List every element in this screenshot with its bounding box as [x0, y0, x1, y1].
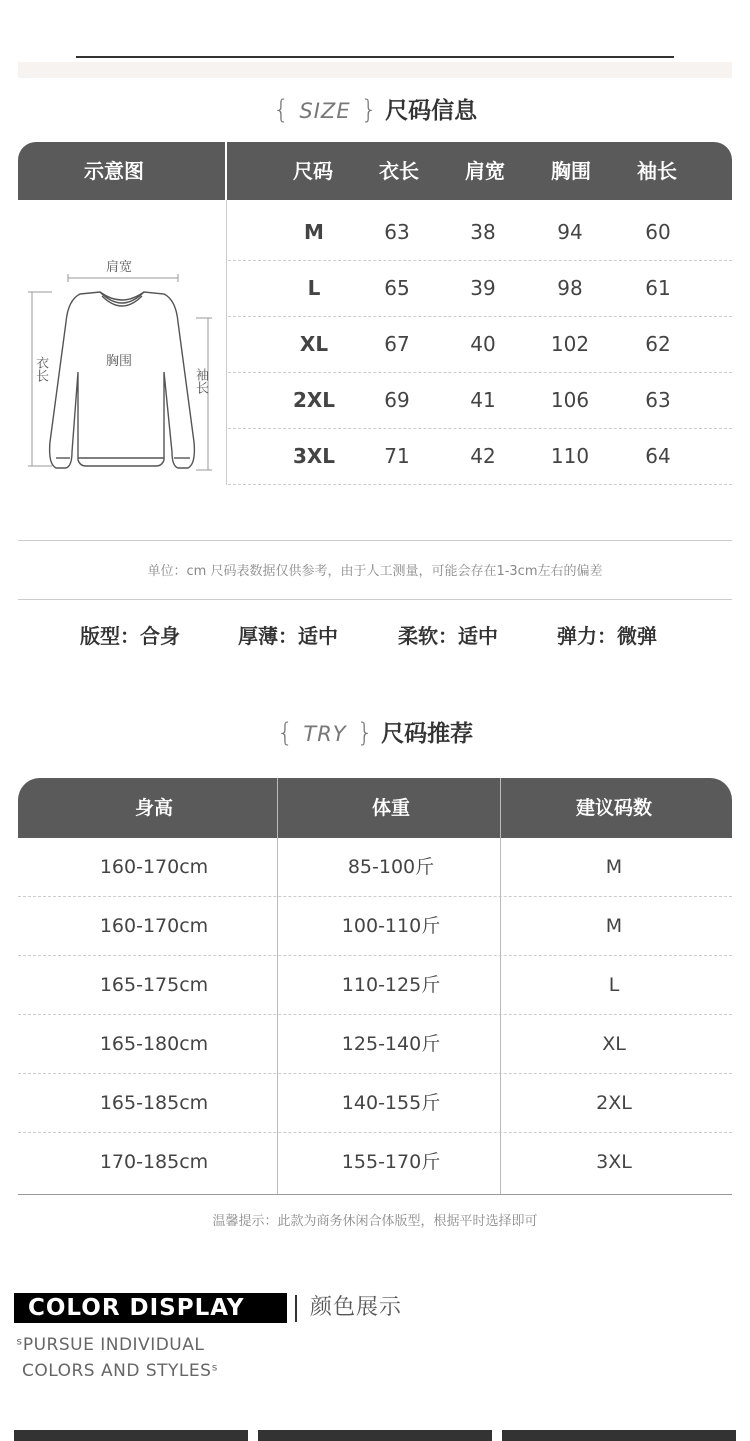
- size-note: 单位：cm 尺码表数据仅供参考，由于人工测量，可能会存在1-3cm左右的偏差: [147, 564, 603, 579]
- header-length: 衣长: [379, 159, 419, 183]
- header-diagram: 示意图: [84, 159, 144, 183]
- cell-chest: 106: [550, 388, 590, 412]
- color-display-cn: 颜色展示: [310, 1295, 403, 1320]
- header-weight: 体重: [371, 797, 411, 819]
- size-eng-label: SIZE: [299, 99, 351, 123]
- size-row: [228, 316, 732, 373]
- cell-weight: 85-100斤: [347, 856, 435, 878]
- diagram-label-length: 衣长: [33, 356, 48, 382]
- title-bar-divider: [295, 1295, 297, 1322]
- cell-chest: 110: [550, 444, 590, 468]
- cell-sleeve: 62: [645, 332, 671, 356]
- cell-length: 63: [384, 220, 410, 244]
- cell-sleeve: 64: [645, 444, 671, 468]
- attr-fit: 版型：合身: [80, 624, 180, 648]
- cell-length: 67: [384, 332, 410, 356]
- size-cn-title: 尺码信息: [385, 98, 478, 124]
- cell-height: 165-180cm: [99, 1033, 209, 1055]
- cell-weight: 100-110斤: [341, 915, 441, 937]
- size-row: [228, 428, 732, 485]
- brace-close: }: [356, 718, 374, 748]
- cell-height: 170-185cm: [99, 1151, 209, 1173]
- brace-open: {: [276, 718, 294, 748]
- header-recommended-size: 建议码数: [575, 797, 653, 819]
- divider: [18, 599, 732, 600]
- cell-shoulder: 40: [470, 332, 496, 356]
- header-height: 身高: [134, 797, 174, 819]
- color-display-sub1: ˢPURSUE INDIVIDUAL: [16, 1335, 205, 1355]
- diagram-label-shoulder: 肩宽: [106, 260, 133, 275]
- attr-thickness: 厚薄：适中: [238, 624, 338, 648]
- brace-close: }: [360, 95, 378, 125]
- try-section-title: [0, 715, 750, 748]
- top-divider: [76, 56, 674, 58]
- try-cn-title: 尺码推荐: [381, 721, 474, 747]
- cell-recommended-size: M: [605, 915, 623, 937]
- cell-height: 165-185cm: [99, 1092, 209, 1114]
- cell-length: 71: [384, 444, 410, 468]
- color-display-badge: COLOR DISPLAY: [14, 1293, 287, 1323]
- try-table-header: [18, 778, 732, 838]
- cell-recommended-size: M: [605, 856, 623, 878]
- top-band: [18, 62, 732, 78]
- try-row: [18, 1015, 732, 1074]
- try-row: [18, 897, 732, 956]
- cell-size: 2XL: [292, 388, 336, 412]
- header-chest: 胸围: [551, 159, 591, 183]
- color-photo: [502, 1430, 736, 1441]
- cell-recommended-size: XL: [602, 1033, 626, 1055]
- cell-size: XL: [299, 332, 329, 356]
- cell-recommended-size: 2XL: [596, 1092, 632, 1114]
- cell-recommended-size: 3XL: [596, 1151, 632, 1173]
- cell-sleeve: 60: [645, 220, 671, 244]
- diagram-label-sleeve: 袖长: [193, 368, 208, 394]
- fabric-attributes: [0, 620, 750, 650]
- cell-size: L: [307, 276, 321, 300]
- try-row: [18, 838, 732, 897]
- size-section-title: [0, 92, 750, 125]
- header-sleeve: 袖长: [637, 159, 677, 183]
- try-row: [18, 1074, 732, 1133]
- header-separator: [225, 142, 227, 200]
- cell-chest: 98: [557, 276, 583, 300]
- cell-weight: 155-170斤: [341, 1151, 441, 1173]
- cell-shoulder: 39: [470, 276, 496, 300]
- attr-elasticity: 弹力：微弹: [557, 624, 657, 648]
- try-eng-label: TRY: [303, 722, 347, 746]
- attr-softness: 柔软：适中: [398, 624, 498, 648]
- color-photo: [14, 1430, 248, 1441]
- try-row: [18, 1133, 732, 1191]
- cell-size: M: [304, 220, 324, 244]
- table-bottom-border: [18, 1194, 732, 1195]
- cell-weight: 125-140斤: [341, 1033, 441, 1055]
- size-row: [228, 372, 732, 429]
- diagram-label-chest: 胸围: [106, 354, 133, 369]
- header-size: 尺码: [293, 159, 333, 183]
- cell-sleeve: 61: [645, 276, 671, 300]
- cell-size: 3XL: [292, 444, 336, 468]
- cell-length: 69: [384, 388, 410, 412]
- cell-chest: 94: [557, 220, 583, 244]
- cell-weight: 140-155斤: [341, 1092, 441, 1114]
- color-photo: [258, 1430, 492, 1441]
- cell-length: 65: [384, 276, 410, 300]
- cell-height: 160-170cm: [99, 915, 209, 937]
- try-row: [18, 956, 732, 1015]
- table-vertical-separator: [226, 200, 227, 485]
- header-shoulder: 肩宽: [465, 159, 505, 183]
- try-note: 温馨提示：此款为商务休闲合体版型，根据平时选择即可: [212, 1214, 538, 1229]
- cell-shoulder: 42: [470, 444, 496, 468]
- sweater-diagram: [22, 252, 222, 477]
- size-table-header: [18, 142, 732, 200]
- column-separator: [500, 778, 501, 1194]
- cell-shoulder: 38: [470, 220, 496, 244]
- cell-height: 165-175cm: [99, 974, 209, 996]
- cell-recommended-size: L: [608, 974, 620, 996]
- cell-chest: 102: [550, 332, 590, 356]
- color-display-sub2: COLORS AND STYLESˢ: [22, 1361, 219, 1381]
- divider: [18, 540, 732, 541]
- brace-open: {: [272, 95, 290, 125]
- column-separator: [277, 778, 278, 1194]
- cell-weight: 110-125斤: [341, 974, 441, 996]
- size-row: [228, 204, 732, 261]
- size-row: [228, 260, 732, 317]
- cell-sleeve: 63: [645, 388, 671, 412]
- cell-height: 160-170cm: [99, 856, 209, 878]
- cell-shoulder: 41: [470, 388, 496, 412]
